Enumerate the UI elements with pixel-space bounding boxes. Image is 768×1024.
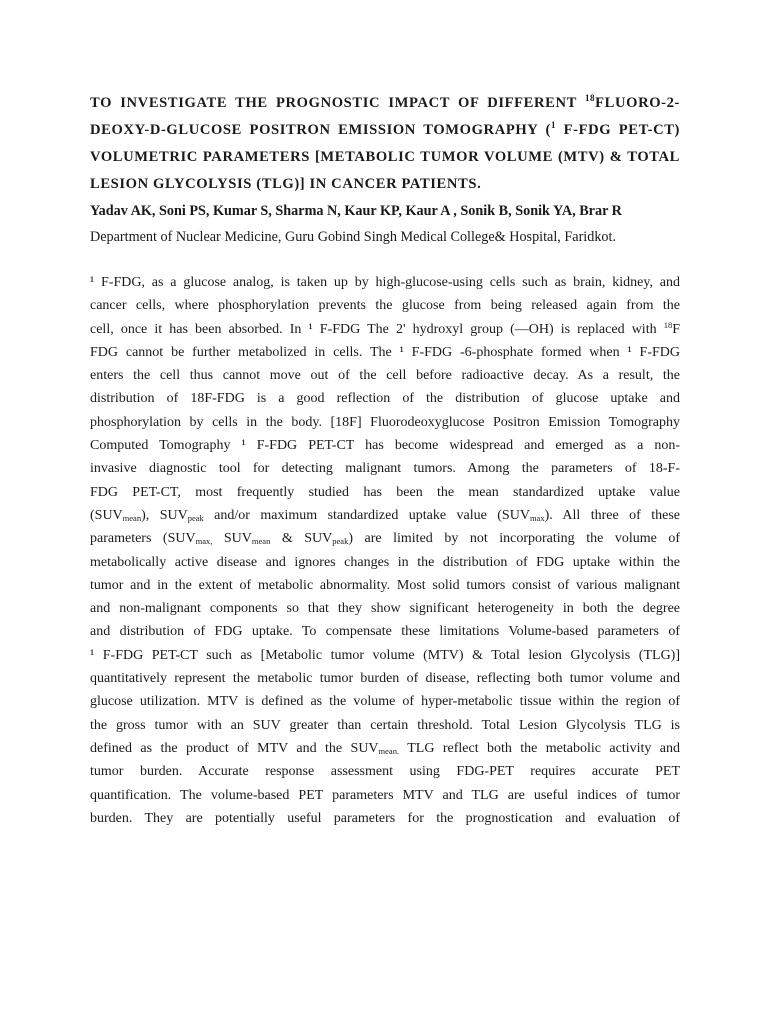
body-line	[90, 341, 680, 364]
body-text-run: & SUV	[270, 531, 333, 547]
body-text-run: ) are limited by not incorporating the volume of	[348, 531, 680, 547]
body-text-run: metabolically active disease and ignores changes in the distribution of FDG uptake within the	[90, 554, 680, 570]
body-line	[90, 434, 680, 457]
body-text-run: tumor burden. Accurate response assessment using FDG-PET requires accurate PET	[90, 764, 680, 780]
body-text-run: FDG PET-CT, most frequently studied has been the mean standardized uptake value	[90, 484, 680, 500]
body-text-run: glucose utilization. MTV is defined as the volume of hyper-metabolic tissue within the region of	[90, 694, 680, 710]
body-line	[90, 364, 680, 387]
body-text-run: F	[672, 321, 680, 337]
body-line	[90, 294, 680, 317]
body-line	[90, 481, 680, 504]
body-subscript: max,	[195, 536, 213, 547]
author-list: Yadav AK, Soni PS, Kumar S, Sharma N, Kaur KP, Kaur A , Sonik B, Sonik YA, Brar R	[90, 203, 622, 219]
body-text-run: ¹ F-FDG PET-CT such as [Metabolic tumor volume (MTV) & Total lesion Glycolysis (TLG)]	[90, 647, 680, 663]
body-line	[90, 271, 680, 294]
body-text-run: distribution of 18F-FDG is a good reflection of the distribution of glucose uptake and	[90, 391, 680, 407]
body-line	[90, 807, 680, 830]
body-line	[90, 690, 680, 713]
body-text-run: cell, once it has been absorbed. In ¹ F-FDG The 2' hydroxyl group (—OH) is replaced with	[90, 321, 664, 337]
body-line	[90, 457, 680, 480]
body-text-run: tumor and in the extent of metabolic abnormality. Most solid tumors consist of various malignant	[90, 577, 680, 593]
title-line-4: LESION GLYCOLYSIS (TLG)] IN CANCER PATIENTS.	[90, 176, 482, 192]
title-line-1: TO INVESTIGATE THE PROGNOSTIC IMPACT OF DIFFERENT $^{18}$FLUORO-2-	[90, 93, 680, 111]
body-line	[90, 318, 680, 341]
body-line	[90, 644, 680, 667]
body-text-run: SUV	[212, 531, 252, 547]
body-text-run: ). All three of these	[544, 507, 680, 523]
body-subscript: max	[529, 512, 545, 523]
body-line	[90, 574, 680, 597]
title-line-2: DEOXY-D-GLUCOSE POSITRON EMISSION TOMOGRAPHY ($^1$ F-FDG PET-CT)	[90, 120, 681, 138]
body-line	[90, 504, 680, 527]
body-line	[90, 737, 680, 760]
affiliation: Department of Nuclear Medicine, Guru Gobind Singh Medical College& Hospital, Faridkot.	[90, 229, 617, 245]
body-text-run: phosphorylation by cells in the body. [18F] Fluorodeoxyglucose Positron Emission Tomography	[90, 414, 680, 430]
body-text-run: quantitatively represent the metabolic tumor burden of disease, reflecting both tumor volume and	[90, 671, 680, 687]
body-text-run: and non-malignant components so that they show significant heterogeneity in both the degree	[90, 601, 680, 617]
body-subscript: mean.	[378, 745, 400, 756]
document-page	[90, 90, 680, 830]
body-line	[90, 387, 680, 410]
body-line	[90, 714, 680, 737]
body-paragraph	[90, 271, 680, 830]
body-line	[90, 760, 680, 783]
body-text-run: and/or maximum standardized uptake value (SUV	[203, 507, 530, 523]
body-text-run: FDG cannot be further metabolized in cells. The ¹ F-FDG -6-phosphate formed when ¹ F-FDG	[90, 344, 680, 360]
body-text-run: ¹ F-FDG, as a glucose analog, is taken up by high-glucose-using cells such as brain, kidney, and	[90, 275, 680, 290]
body-text-run: cancer cells, where phosphorylation prevents the glucose from being released again from the	[90, 298, 680, 314]
body-text-run: Computed Tomography ¹ F-FDG PET-CT has become widespread and emerged as a non-	[90, 438, 680, 454]
body-text-run: invasive diagnostic tool for detecting malignant tumors. Among the parameters of 18-F-	[90, 461, 680, 477]
body-subscript: mean	[122, 512, 142, 523]
body-text-run: quantification. The volume-based PET parameters MTV and TLG are useful indices of tumor	[90, 787, 680, 803]
body-subscript: mean	[251, 536, 271, 547]
body-subscript: peak	[332, 536, 349, 547]
body-text-run: defined as the product of MTV and the SUV	[90, 740, 379, 756]
body-line	[90, 597, 680, 620]
body-line	[90, 551, 680, 574]
body-text-run: TLG reflect both the metabolic activity and	[399, 740, 680, 756]
body-line	[90, 667, 680, 690]
body-supscript: 18	[663, 319, 673, 330]
body-line	[90, 411, 680, 434]
paper-title	[90, 90, 680, 198]
title-line-3: VOLUMETRIC PARAMETERS [METABOLIC TUMOR VOLUME (MTV) & TOTAL	[90, 149, 680, 165]
body-text-run: enters the cell thus cannot move out of the cell before radioactive decay. As a result, the	[90, 368, 680, 384]
body-line	[90, 527, 680, 550]
body-line	[90, 620, 680, 643]
body-text-run: burden. They are potentially useful parameters for the prognostication and evaluation of	[90, 810, 680, 826]
body-text-run: ), SUV	[141, 507, 188, 523]
body-line	[90, 784, 680, 807]
body-text-run: parameters (SUV	[90, 531, 196, 547]
body-subscript: peak	[187, 512, 204, 523]
body-text-run: and distribution of FDG uptake. To compensate these limitations Volume-based parameters of	[90, 624, 680, 640]
body-text-run: (SUV	[90, 507, 123, 523]
body-text-run: the gross tumor with an SUV greater than certain threshold. Total Lesion Glycolysis TLG is	[90, 717, 680, 733]
